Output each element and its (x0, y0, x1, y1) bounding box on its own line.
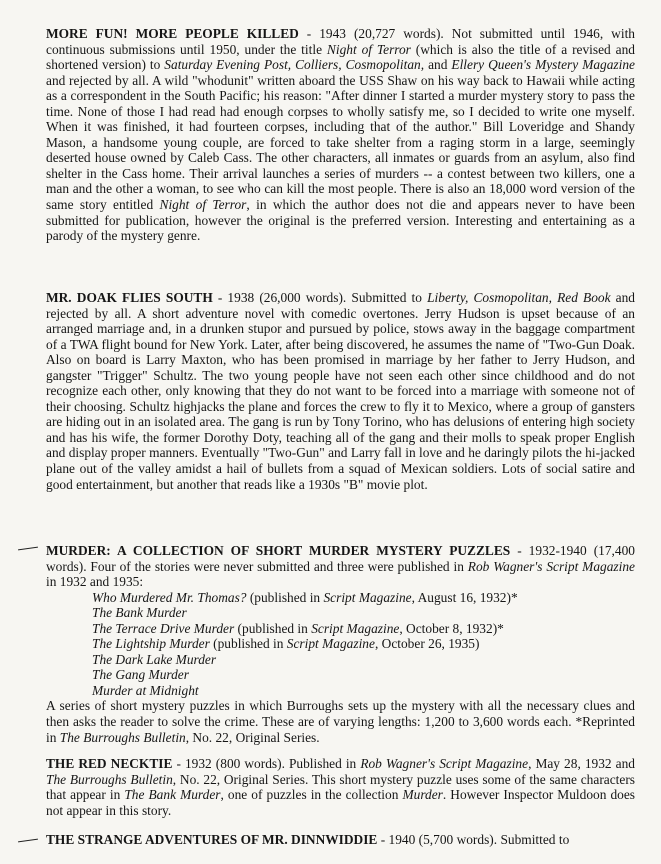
entry-text: and (424, 57, 452, 73)
entry-title: THE STRANGE ADVENTURES OF MR. DINNWIDDIE (46, 832, 378, 847)
entry-strange-adventures-mr-dinnwiddie (46, 832, 635, 848)
entry-text-italic: Ellery Queen's Mystery Magazine (451, 57, 635, 73)
entry-paragraph (46, 832, 635, 848)
entry-text-italic: Night of Terror (159, 197, 247, 213)
entry-text-italic: Rob Wagner's Script Magazine (467, 558, 635, 574)
entry-text: , May 28, 1932 and (528, 756, 635, 771)
entry-paragraph (46, 756, 635, 818)
entry-title: MURDER: A COLLECTION OF SHORT MURDER MYSTERY PUZZLES (46, 543, 511, 558)
story-pub-magazine: Script Magazine (323, 589, 412, 605)
entry-the-red-necktie (46, 756, 635, 818)
story-list-item: The Bank Murder (92, 605, 187, 621)
entry-text: A series of short mystery puzzles in which Burroughs sets up the mystery with all the necessary clues and then asks the reader to solve the crime. These are of varying lengths: 1,200 to 3,600 words each. *Reprinted in (46, 698, 635, 745)
story-list-item: The Dark Lake Murder (92, 651, 217, 667)
entry-paragraph (46, 290, 635, 492)
entry-text-italic: The Burroughs Bulletin (59, 729, 186, 745)
entry-text-italic: Saturday Evening Post, Colliers, Cosmopolitan, (164, 57, 425, 73)
story-pub-text: , October 8, 1932)* (399, 620, 504, 636)
entry-text: in 1932 and 1935: (46, 574, 144, 590)
entry-text: , No. 22, Original Series. This short mystery puzzle uses some of the same characters that appear in (46, 771, 635, 803)
margin-pen-mark (18, 839, 38, 843)
story-title: Who Murdered Mr. Thomas? (92, 589, 247, 605)
story-title: The Terrace Drive Murder (92, 620, 235, 636)
entry-text: , one of puzzles in the collection (220, 787, 403, 803)
entry-text: , No. 22, Original Series. (185, 729, 320, 745)
entry-text: and rejected by all. A wild "whodunit" written aboard the USS Shaw on his way back to Hawaii while acting as a correspondent in the South Pacific; his reason: "After dinner I started a murder mystery story to pass the time. None of those I had read had enough corpses to wholly satisfy me, so I decided to write one myself. When it was finished, it had fourteen corpses, including that of the author." Bill Loveridge and Shandy Mason, a handsome young couple, are forced to take shelter from a raging storm in a large, seemingly deserted house owned by Caleb Cass. The other characters, all inmates or guards from an asylum, also find shelter in the Cass home. Their arrival launches a series of murders -- a contest between two killers, one a man and the other a woman, to see who can kill the most people. There is also an 18,000 word version of the same story entitled (46, 72, 635, 213)
entry-text: , in which the author does not die and appears never to have been submitted for publication, however the original is the preferred version. Interesting and entertaining as a parody of the mystery genre. (46, 197, 635, 244)
entry-text-italic: Rob Wagner's Script Magazine (360, 756, 529, 771)
entry-text-italic: The Bank Murder (124, 787, 221, 803)
entry-text: (which is also the title of a revised and shortened version) to (46, 41, 635, 73)
entry-text-italic: The Burroughs Bulletin (46, 771, 173, 787)
margin-pen-mark (18, 547, 38, 551)
story-pub-text: (published in (246, 589, 324, 605)
story-list-item (46, 636, 635, 652)
entry-title: MR. DOAK FLIES SOUTH (46, 290, 213, 305)
entry-text: and rejected by all. A short adventure novel with comedic overtones. Jerry Hudson is upset because of an arranged marriage and, in a drunken stupor and pursued by police, stows away in the baggage compartment of a TWA flight bound for New York. Later, after being discovered, he assumes the name of "Two-Gun Doak. Also on board is Larry Maxton, who has been promised in marriage by her father to Jerry Hudson, and gangster "Trigger" Schultz. The two young people have not seen each other since childhood and do not recognize each other, only knowing that they do not want to be forced into a marriage with someone not of their choosing. Schultz highjacks the plane and forces the crew to fly it to Mexico, where a group of gansters are hiding out in an isolated area. The gang is run by Tony Torino, who has delusions of entering high society and has his wife, the former Dorothy Doty, teaching all of the gang and their molls to speak proper English and display proper manners. Eventually "Two-Gun" and Larry fall in love and he daringly pilots the hi-jacked plane out of the valley amidst a hail of bullets from a squad of Mexican soldiers. Lots of social satire and good entertainment, but another that reads like a 1930s "B" movie plot. (46, 290, 635, 492)
entry-mr-doak-flies-south (46, 290, 635, 492)
entry-text: - 1932 (800 words). Published in (172, 756, 361, 771)
entry-more-fun-more-people-killed (46, 26, 635, 244)
story-list (46, 590, 635, 699)
entry-paragraph (46, 698, 635, 745)
entry-text: - 1943 (20,727 words). Not submitted until 1946, with continuous submissions until 1950, under the title (46, 26, 635, 57)
story-list-item (46, 621, 635, 637)
story-pub-magazine: Script Magazine (286, 636, 375, 652)
entry-text: - 1932-1940 (17,400 words). Four of the stories were never submitted and three were published in (46, 543, 635, 574)
story-title: The Lightship Murder (92, 636, 210, 652)
story-pub-text: (published in (234, 620, 312, 636)
entry-text: . However Inspector Muldoon does not appear in this story. (46, 787, 636, 818)
story-pub-text: (published in (209, 636, 287, 652)
entry-paragraph (46, 26, 635, 244)
entry-title: THE RED NECKTIE (46, 756, 173, 771)
story-list-item: The Gang Murder (92, 667, 189, 683)
entry-text-italic: Night of Terror (326, 41, 411, 57)
entry-text: - 1940 (5,700 words). Submitted to (377, 832, 570, 847)
story-list-item (46, 590, 635, 606)
story-list-item: Murder at Midnight (92, 682, 199, 698)
entry-paragraph (46, 543, 635, 590)
story-pub-text: , August 16, 1932)* (411, 589, 518, 605)
story-pub-magazine: Script Magazine (311, 620, 400, 636)
entry-text: - 1938 (26,000 words). Submitted to (212, 290, 428, 305)
entry-text-italic: Murder (402, 787, 443, 803)
entry-text-italic: Liberty, Cosmopolitan, Red Book (427, 290, 611, 305)
story-pub-text: , October 26, 1935) (374, 636, 480, 652)
entry-murder-collection (46, 543, 635, 745)
entry-title: MORE FUN! MORE PEOPLE KILLED (46, 26, 299, 41)
